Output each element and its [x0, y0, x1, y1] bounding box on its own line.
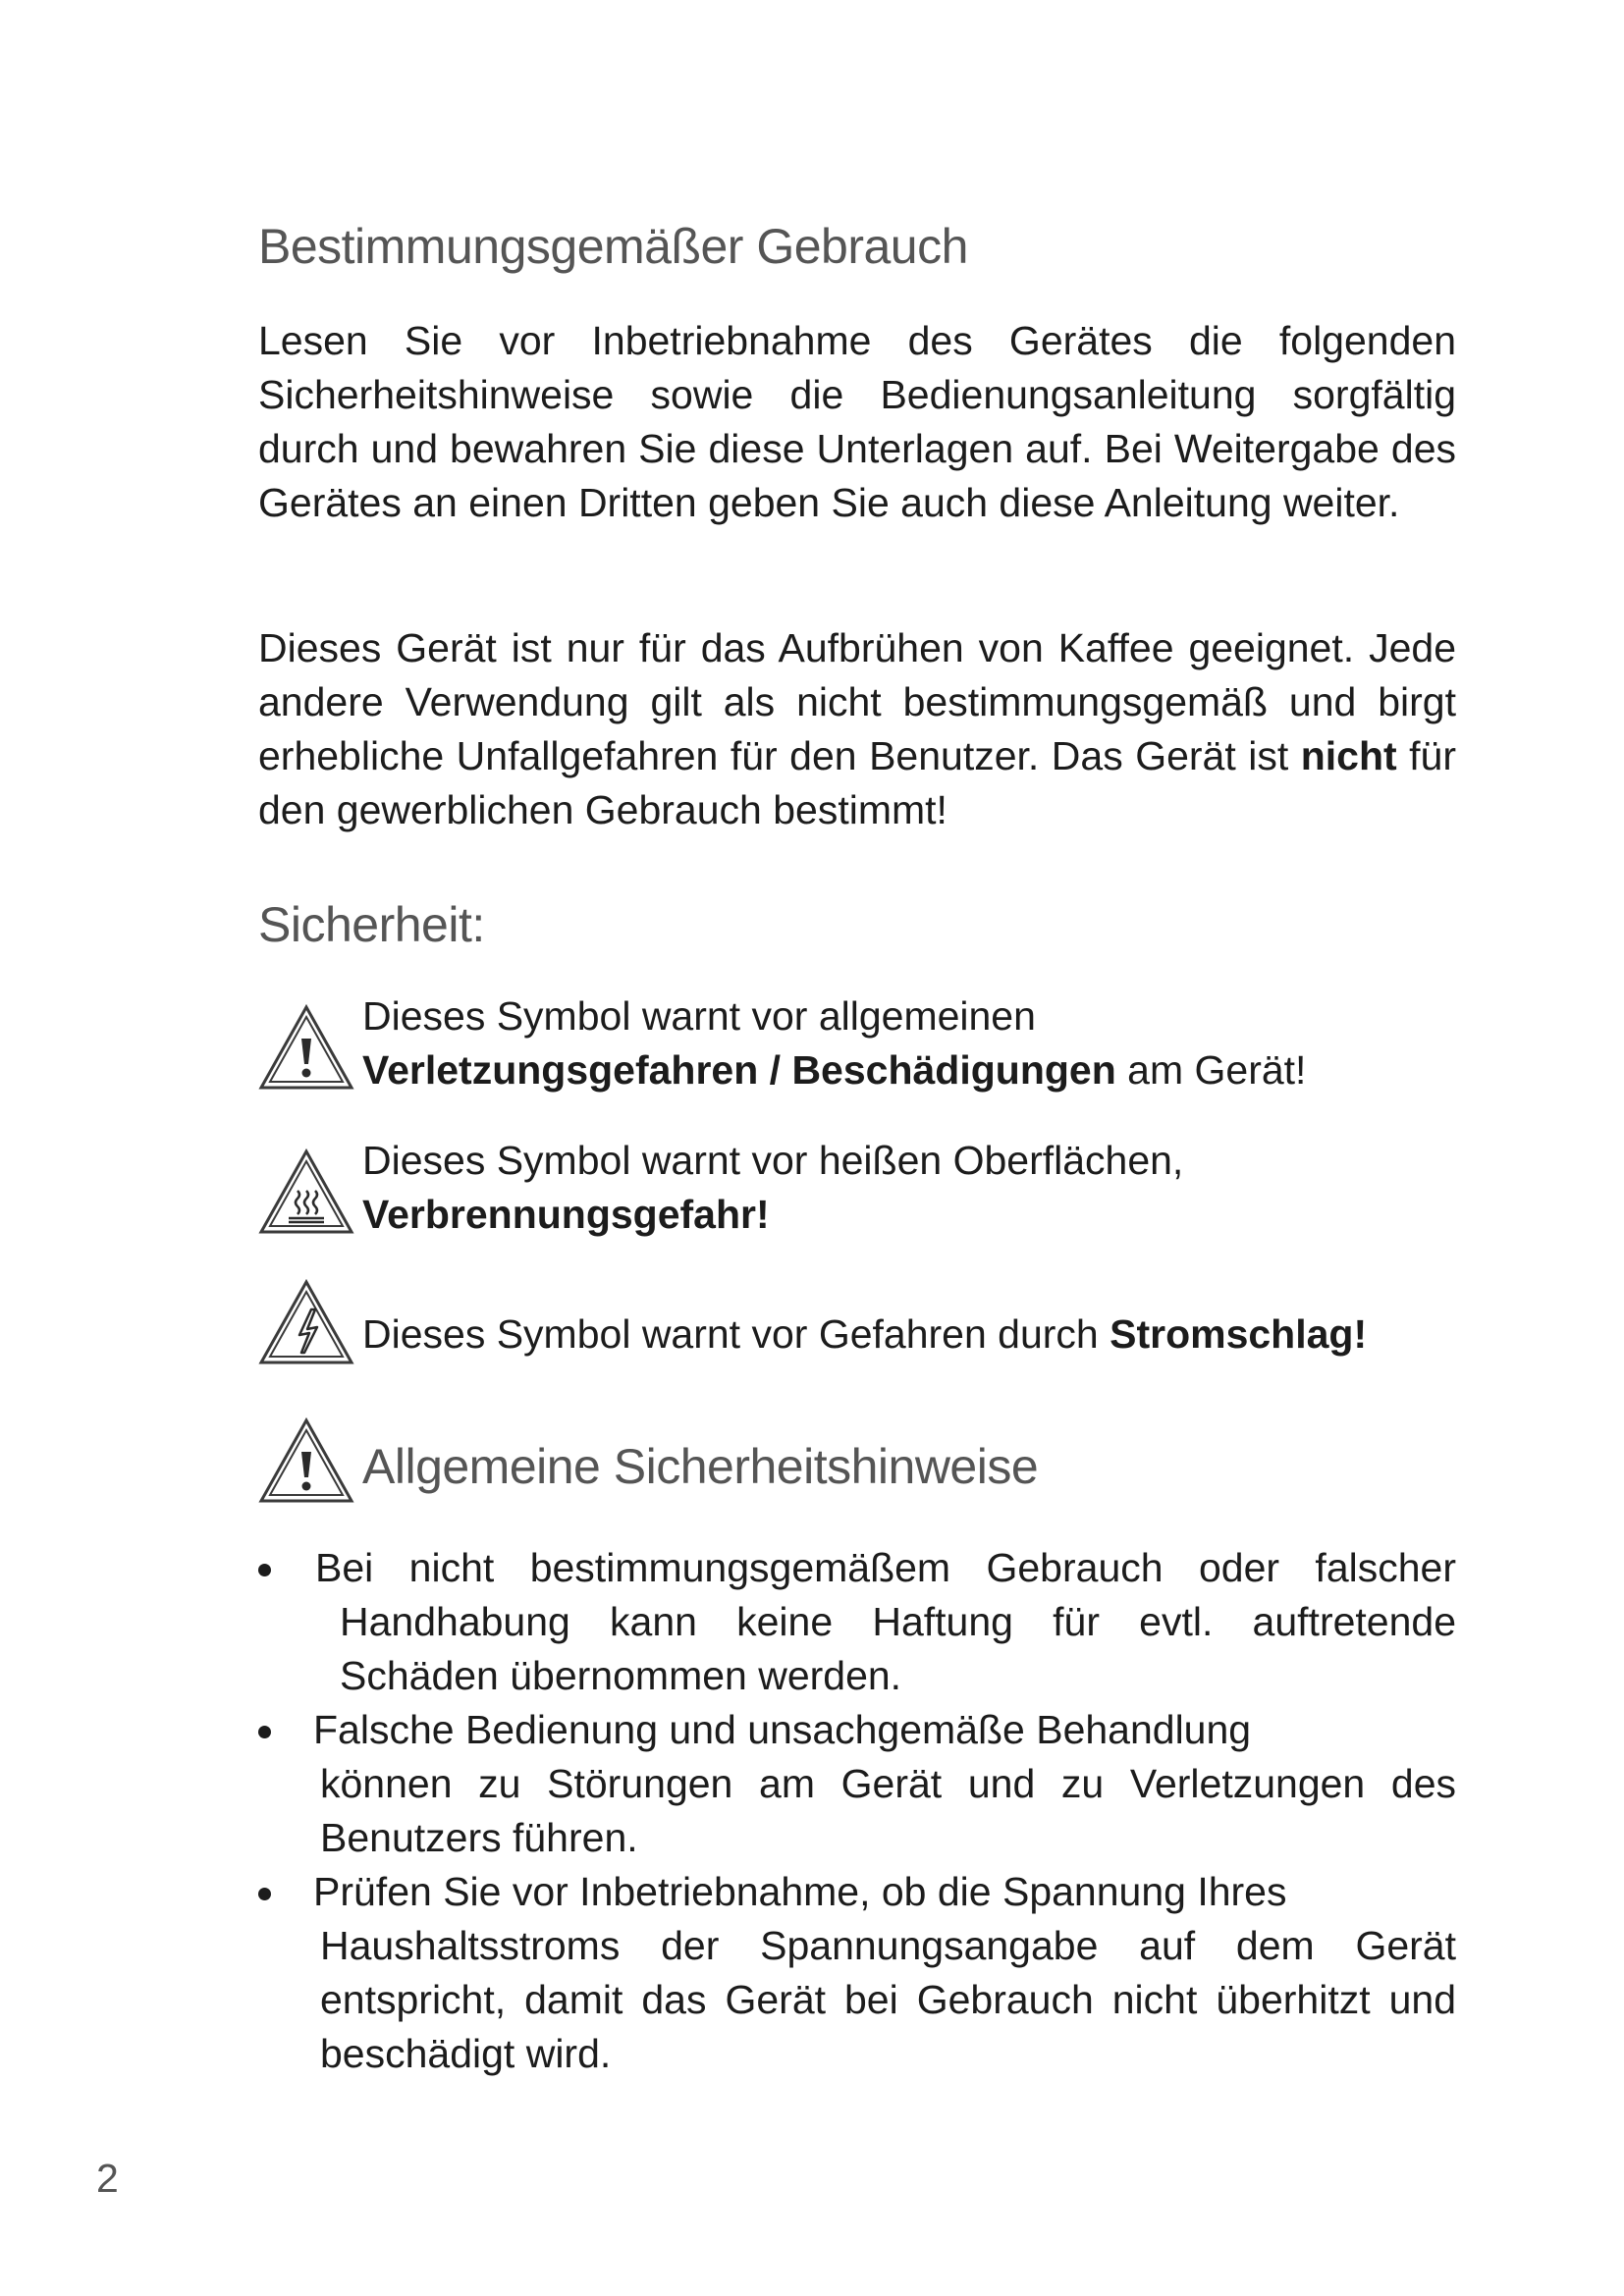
- symbol-general-hazard-text: [362, 989, 1466, 1097]
- electric-shock-warning-icon: [258, 1278, 354, 1366]
- bullet-dot: [258, 1564, 271, 1576]
- symbol-emphasis: Stromschlag!: [1110, 1311, 1368, 1357]
- section-heading-intended-use: Bestimmungsgemäßer Gebrauch: [258, 219, 968, 274]
- list-item: [258, 1541, 1456, 1703]
- purpose-emphasis: nicht: [1300, 733, 1397, 778]
- purpose-text-end: für den gewerblichen Gebrauch bestimmt!: [258, 733, 1456, 832]
- bullet-rest: Handhabung kann keine Haftung für evtl. auftretende Schäden übernommen werden.: [340, 1599, 1456, 1698]
- bullet-first-line: Prüfen Sie vor Inbetriebnahme, ob die Spannung Ihres: [313, 1869, 1287, 1914]
- list-item: [258, 1703, 1456, 1865]
- symbol-text-tail: am Gerät!: [1115, 1047, 1307, 1093]
- symbol-text-line: Dieses Symbol warnt vor Gefahren durch: [362, 1311, 1110, 1357]
- symbol-emphasis: Verletzungsgefahren / Beschädigungen: [362, 1047, 1116, 1093]
- bullet-rest: können zu Störungen am Gerät und zu Verletzungen des Benutzers führen.: [320, 1761, 1456, 1860]
- symbol-electric-shock: [258, 1278, 1466, 1366]
- symbol-hot-surface: [258, 1134, 1466, 1247]
- intended-use-paragraph: Lesen Sie vor Inbetriebnahme des Gerätes die folgenden Sicherheitshinweise sowie die Bedienungsanleitung sorgfältig durch und bewahren Sie diese Unterlagen auf. Bei Weitergabe des Gerätes an einen Dritten geben Sie auch diese Anleitung weiter.: [258, 318, 1456, 525]
- symbol-electric-shock-text: [362, 1308, 1466, 1362]
- appliance-purpose-paragraph: [258, 621, 1456, 837]
- list-item: [258, 1865, 1456, 2081]
- section-heading-safety: Sicherheit:: [258, 897, 485, 952]
- purpose-text-start: Dieses Gerät ist nur für das Aufbrühen von Kaffee geeignet. Jede andere Verwendung gilt als nicht bestimmungsgemäß und birgt erhebliche Unfallgefahren für den Benutzer. Das Gerät ist: [258, 625, 1456, 778]
- symbol-text-line: Dieses Symbol warnt vor heißen Oberflächen,: [362, 1138, 1184, 1183]
- hot-surface-warning-icon: [258, 1148, 354, 1236]
- general-safety-heading: [258, 1416, 1466, 1505]
- general-safety-heading-text: Allgemeine Sicherheitshinweise: [362, 1439, 1039, 1494]
- bullet-first-line: Falsche Bedienung und unsachgemäße Behandlung: [313, 1707, 1252, 1752]
- safety-bullet-list: [258, 1541, 1456, 2081]
- bullet-dot: [258, 1726, 271, 1738]
- symbol-text-line: Dieses Symbol warnt vor allgemeinen: [362, 993, 1036, 1039]
- bullet-dot: [258, 1888, 271, 1900]
- warning-exclamation-icon: [258, 1003, 354, 1092]
- bullet-rest: Haushaltsstroms der Spannungsangabe auf dem Gerät entspricht, damit das Gerät bei Gebrauch nicht überhitzt und beschädigt wird.: [320, 1923, 1456, 2076]
- page-number: 2: [96, 2156, 119, 2201]
- symbol-hot-surface-text: [362, 1134, 1466, 1242]
- warning-exclamation-icon: [258, 1416, 354, 1505]
- bullet-first-line: Bei nicht bestimmungsgemäßem Gebrauch oder falscher: [315, 1545, 1456, 1590]
- symbol-general-hazard: [258, 989, 1466, 1102]
- symbol-emphasis: Verbrennungsgefahr!: [362, 1192, 770, 1237]
